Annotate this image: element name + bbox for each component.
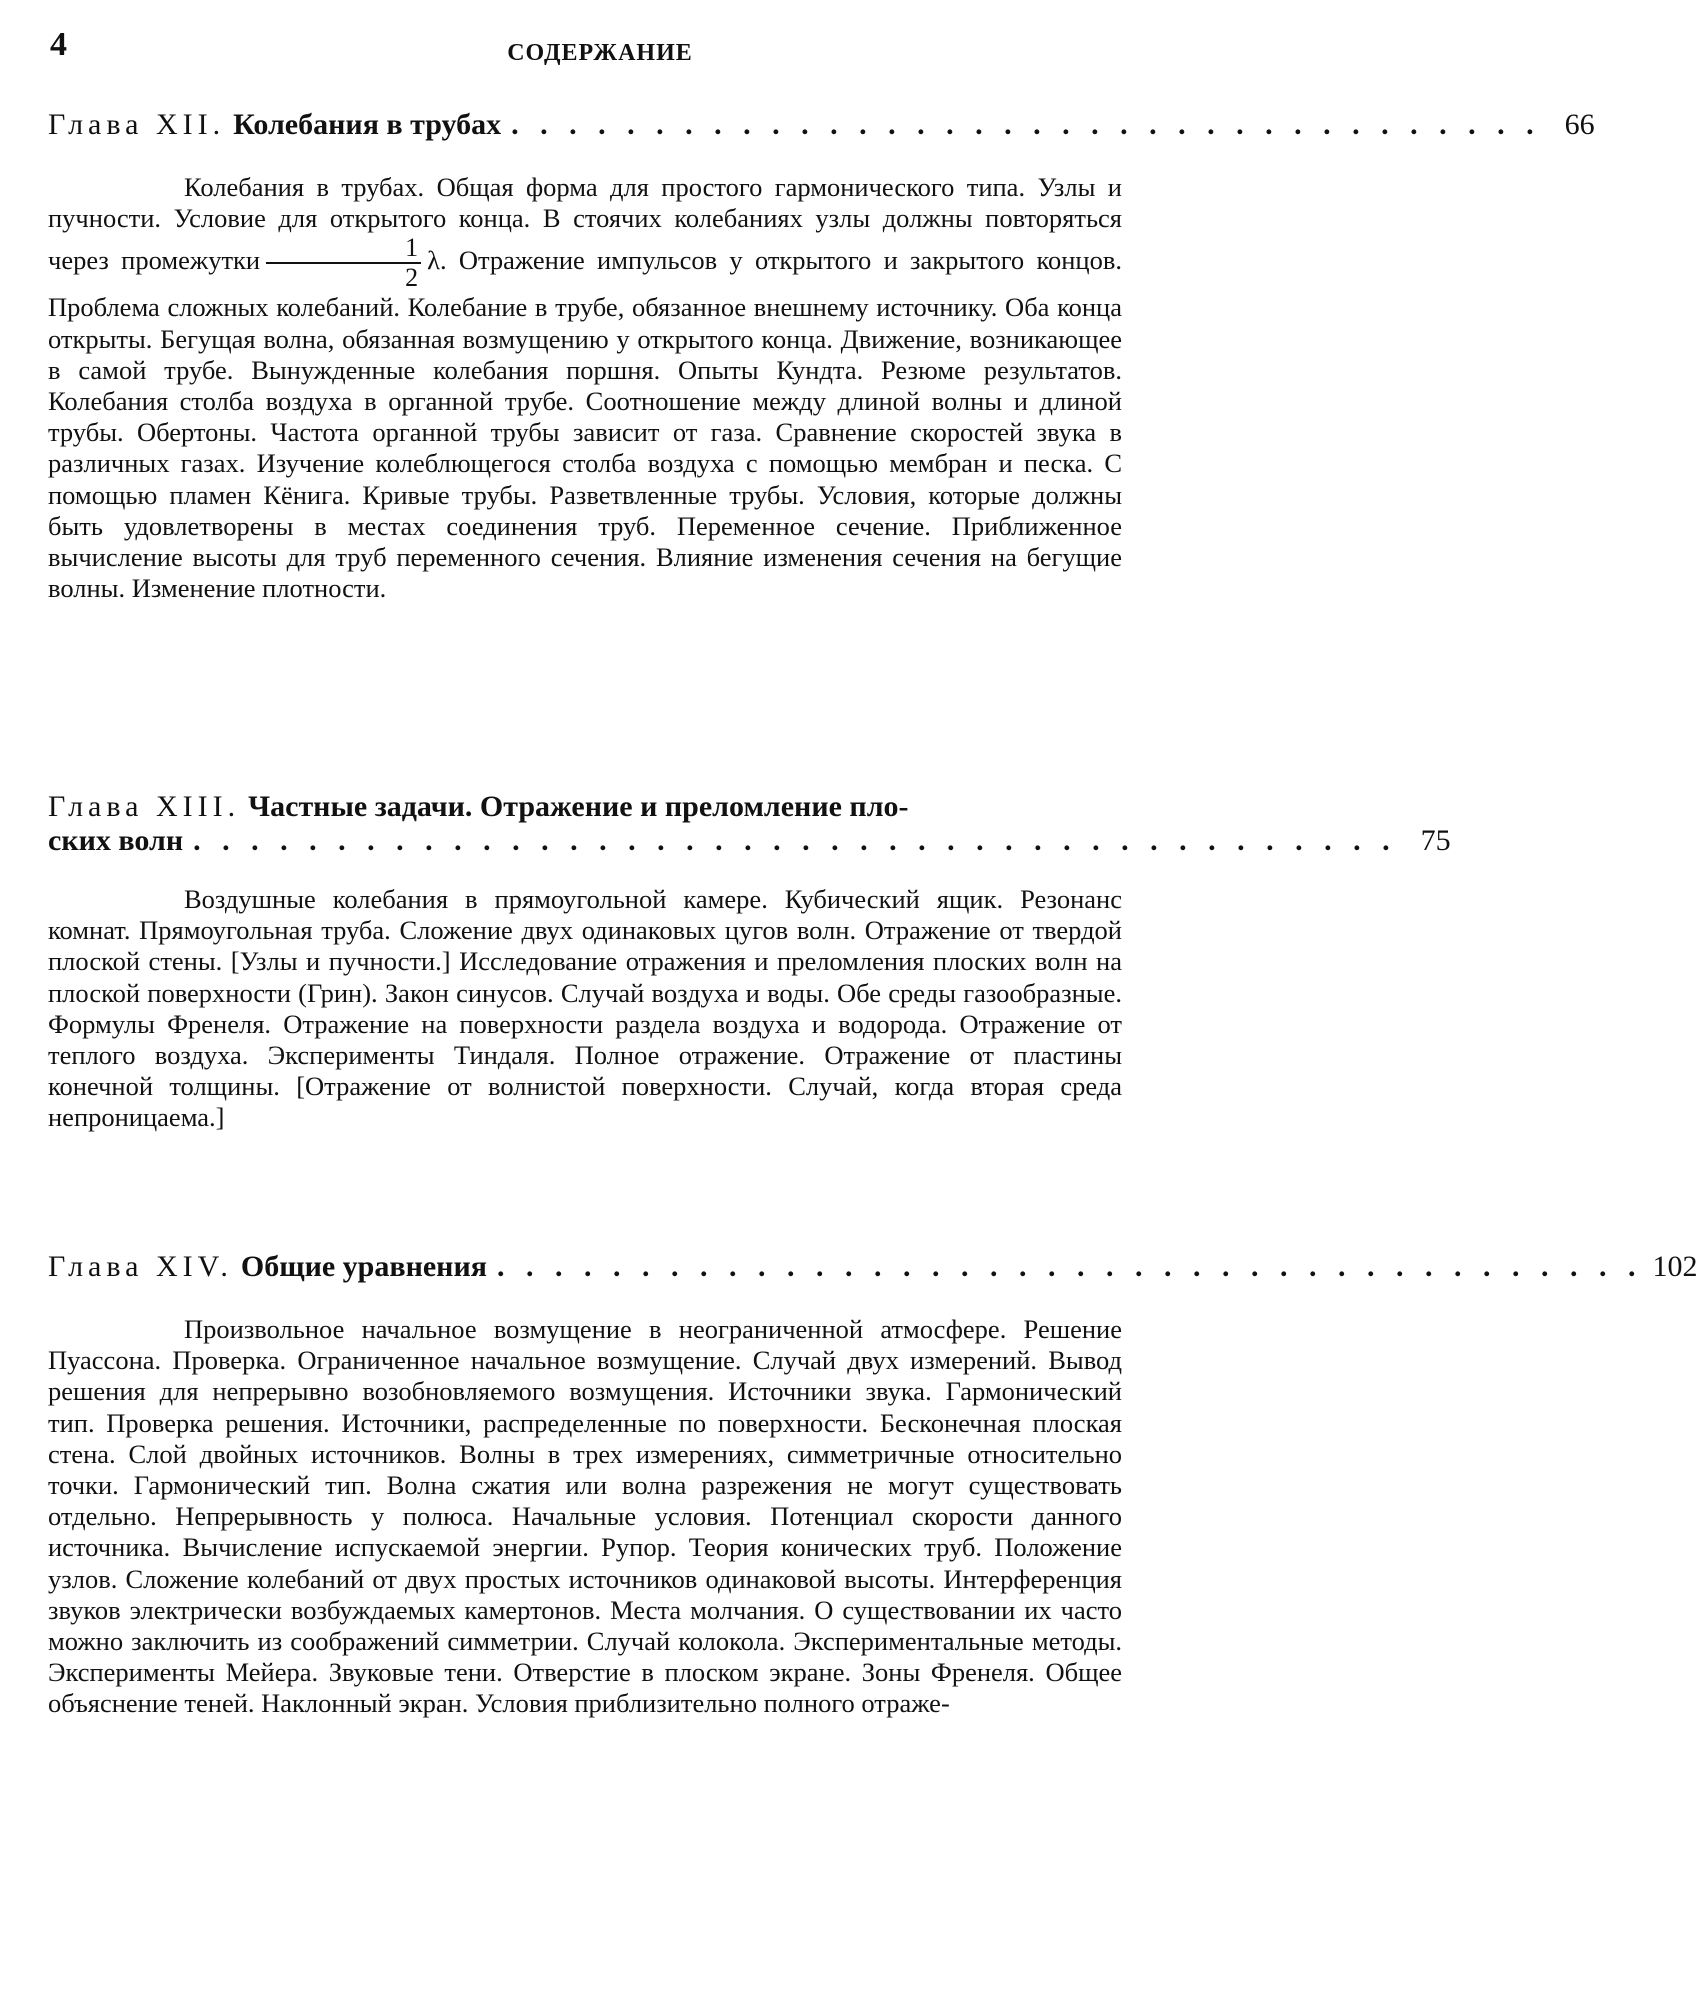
chapter-page-ref: 66 <box>1564 108 1595 141</box>
fraction-one-half <box>266 234 421 292</box>
running-title: СОДЕРЖАНИЕ <box>507 40 693 66</box>
chapter-label: Глава XIV. <box>48 1250 233 1283</box>
chapter-heading <box>48 1250 1697 1284</box>
fraction-denominator: 2 <box>405 263 419 293</box>
chapter-abstract: Воздушные колебания в прямоугольной камере. Кубический ящик. Резонанс комнат. Прямоугольная труба. Сложение двух одинаковых цугов волн. Отражение от твердой плоской стены. [Узлы и пучности.] Исследование отражения и преломления плоских волн на плоской поверхности (Грин). Закон синусов. Случай воздуха и воды. Обе среды газообразные. Формулы Френеля. Отражение на поверхности раздела воздуха и водорода. Отражение от теплого воздуха. Эксперименты Тиндаля. Полное отражение. Отражение от пластины конечной толщины. [Отражение от волнистой поверхности. Случай, когда вторая среда непроницаема.] <box>48 884 1122 1133</box>
chapter-abstract: Произвольное начальное возмущение в неограниченной атмосфере. Решение Пуассона. Проверка. Ограниченное начальное возмущение. Случай двух измерений. Вывод решения для непрерывно возобновляемого возмущения. Источники звука. Гармонический тип. Проверка решения. Источники, распределенные по поверхности. Бесконечная плоская стена. Слой двойных источников. Волны в трех измерениях, симметричные относительно точки. Гармонический тип. Волна сжатия или волна разрежения не могут существовать отдельно. Непрерывность у полюса. Начальные условия. Потенциал скорости данного источника. Вычисление испускаемой энергии. Рупор. Теория конических труб. Положение узлов. Сложение колебаний от двух простых источников одинаковой высоты. Интерференция звуков электрически возбуждаемых камертонов. Места молчания. О существовании их часто можно заключить из соображений симметрии. Случай колокола. Экспериментальные методы. Эксперименты Мейера. Звуковые тени. Отверстие в плоском экране. Зоны Френеля. Общее объяснение теней. Наклонный экран. Условия приблизительно полного отраже- <box>48 1314 1122 1719</box>
fraction-numerator: 1 <box>266 234 421 264</box>
chapter-title-line1: Частные задачи. Отражение и преломление пло- <box>248 790 909 823</box>
chapter-label: Глава XII. <box>48 108 226 141</box>
chapter-xiii <box>48 790 1451 1134</box>
leader-dots: . . . . . . . . . . . . . . . . . . . . . . . . . . . . . . . . . . . . . . . . <box>496 1250 1643 1283</box>
chapter-title: Колебания в трубах <box>233 108 502 141</box>
chapter-xiv <box>48 1250 1697 1720</box>
chapter-page-ref: 75 <box>1420 824 1451 857</box>
leader-dots: . . . . . . . . . . . . . . . . . . . . . . . . . . . . . . . . . . . . . . . . . . <box>193 824 1397 857</box>
page-number: 4 <box>50 26 67 63</box>
chapter-label: Глава XIII. <box>48 790 241 823</box>
abstract-text-part1: Колебания в трубах. Общая форма для простого гармонического типа. Узлы и пучности. Условие для открытого конца. В стоячих колебаниях узлы должны повторяться через промежутки <box>48 172 1122 276</box>
chapter-title-line2: ских волн <box>48 824 184 857</box>
leader-dots: . . . . . . . . . . . . . . . . . . . . . . . . . . . . . . . . . . . . <box>511 108 1541 141</box>
chapter-title: Общие уравнения <box>240 1250 487 1283</box>
chapter-heading <box>48 790 1451 858</box>
abstract-text-part2: λ. Отражение импульсов у открытого и закрытого концов. Проблема сложных колебаний. Колебание в трубе, обязанное внешнему источнику. Оба конца открыты. Бегущая волна, обязанная возмущению у открытого конца. Движение, возникающее в самой трубе. Вынужденные колебания поршня. Опыты Кундта. Резюме результатов. Колебания столба воздуха в органной трубе. Соотношение между длиной волны и длиной трубы. Обертоны. Частота органной трубы зависит от газа. Сравнение скоростей звука в различных газах. Изучение колеблющегося столба воздуха с помощью мембран и песка. С помощью пламен Кёнига. Кривые трубы. Разветвленные трубы. Условия, которые должны быть удовлетворены в местах соединения труб. Переменное сечение. Приближенное вычисление высоты для труб переменного сечения. Влияние изменения сечения на бегущие волны. Изменение плотности. <box>48 245 1122 604</box>
chapter-xii <box>48 108 1595 604</box>
chapter-page-ref: 102 <box>1652 1250 1697 1283</box>
chapter-abstract <box>48 172 1158 604</box>
chapter-heading <box>48 108 1595 142</box>
